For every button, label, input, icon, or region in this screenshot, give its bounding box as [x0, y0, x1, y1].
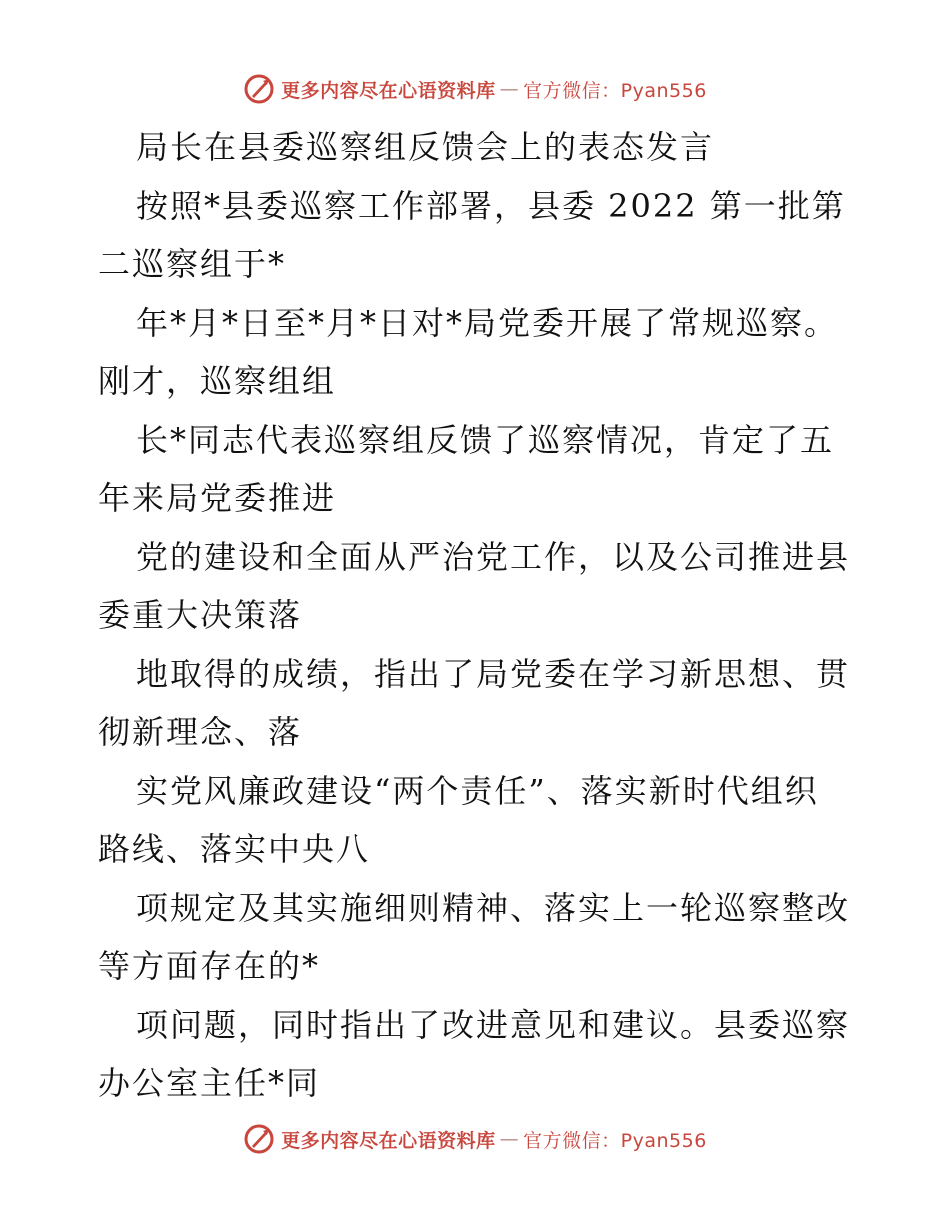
watermark-separator: — [499, 78, 520, 100]
paragraph-line: 按照*县委巡察工作部署，县委 2022 第一批第 [136, 186, 846, 225]
paragraph-line: 等方面存在的* [98, 947, 321, 985]
document-title: 局长在县委巡察组反馈会上的表态发言 [136, 128, 715, 166]
watermark-header [0, 72, 950, 106]
watermark-text: 更多内容尽在心语资料库 [281, 1129, 496, 1152]
paragraph-line: 路线、落实中央八 [98, 830, 371, 868]
watermark-wechat: 官方微信：Pyan556 [523, 79, 707, 102]
paragraph-line: 项规定及其实施细则精神、落实上一轮巡察整改 [136, 888, 851, 927]
paragraph-line: 刚才，巡察组组 [98, 362, 337, 400]
document-body [98, 118, 858, 1113]
paragraph-line: 彻新理念、落 [98, 713, 303, 751]
paragraph-line: 年来局党委推进 [98, 479, 337, 517]
quill-circle-logo-icon [243, 73, 275, 105]
paragraph-line: 二巡察组于* [98, 245, 287, 283]
watermark-wechat: 官方微信：Pyan556 [523, 1129, 707, 1152]
paragraph-line: 委重大决策落 [98, 596, 303, 634]
paragraph-line: 长*同志代表巡察组反馈了巡察情况，肯定了五 [136, 420, 835, 459]
paragraph-line: 地取得的成绩，指出了局党委在学习新思想、贯 [136, 654, 851, 693]
paragraph-line: 项问题，同时指出了改进意见和建议。县委巡察 [136, 1005, 851, 1044]
paragraph-line: 实党风廉政建设“两个责任”、落实新时代组织 [136, 771, 819, 810]
paragraph-line: 年*月*日至*月*日对*局党委开展了常规巡察。 [136, 303, 839, 342]
watermark-footer [0, 1122, 950, 1156]
watermark-text: 更多内容尽在心语资料库 [281, 79, 496, 102]
watermark-separator: — [499, 1128, 520, 1150]
paragraph-line: 办公室主任*同 [98, 1064, 321, 1102]
paragraph-line: 党的建设和全面从严治党工作，以及公司推进县 [136, 537, 851, 576]
quill-circle-logo-icon [243, 1123, 275, 1155]
